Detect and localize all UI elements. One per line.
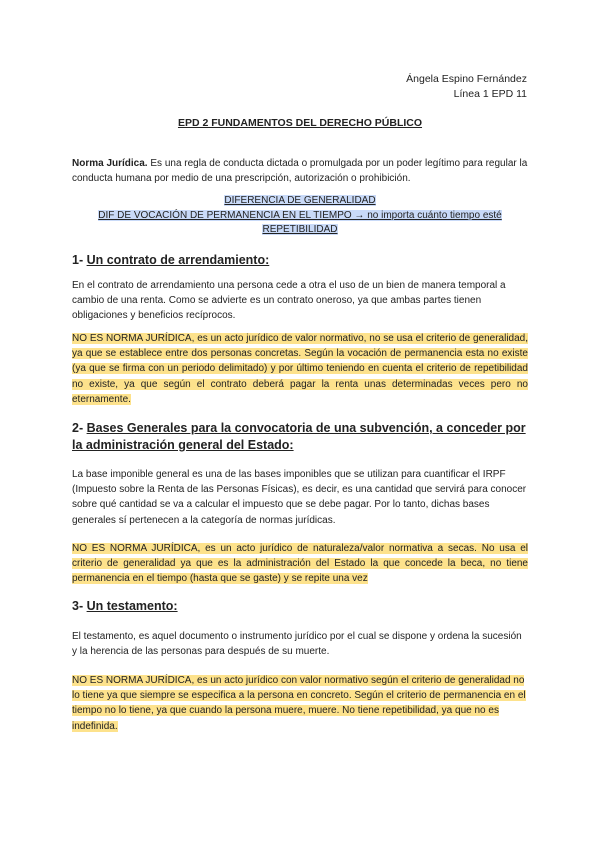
section-1-title: Un contrato de arrendamiento: (86, 253, 270, 267)
definition-paragraph (72, 156, 528, 186)
section-2-heading (72, 420, 532, 454)
section-3-analysis (72, 673, 528, 734)
section-3-number: 3- (72, 599, 87, 613)
author-group: Línea 1 EPD 11 (453, 88, 527, 100)
section-1-number: 1- (72, 253, 87, 267)
criteria-list (60, 194, 540, 238)
section-2-body: La base imponible general es una de las bases imponibles que se utilizan para cuantificar el IRPF (Impuesto sobre la Renta de las Personas Físicas), es decir, es una cantidad que servirá para conocer sobre qué cantidad se va a calcular el impuesto que se debe pagar. Por lo tanto, dichas bases generales sí pertenecen a la categoría de normas jurídicas. (72, 469, 527, 526)
section-1-heading (72, 252, 532, 269)
section-3-heading (72, 598, 532, 615)
section-2-analysis-text: NO ES NORMA JURÍDICA, es un acto jurídico de naturaleza/valor normativa a secas. No usa el criterio de generalidad ya que es la administración del Estado la que concede la beca, no tiene permanencia en el tiempo (hasta que se gaste) y se repite una vez (72, 543, 528, 585)
section-1-body: En el contrato de arrendamiento una persona cede a otra el uso de un bien de manera temporal a cambio de una renta. Como se advierte es un contrato oneroso, ya que ambas partes tienen obligaciones y beneficios recíprocos. (72, 280, 506, 322)
section-3-analysis-text: NO ES NORMA JURÍDICA, es un acto jurídico con valor normativo según el criterio de generalidad no lo tiene ya que siempre se especifica a la persona en concreto. Según el criterio de permanencia en el tiempo no lo tiene, ya que cuando la persona muere, muere. No tiene repetibilidad, ya que no es indefinida. (72, 675, 526, 732)
section-2-title: Bases Generales para la convocatoria de una subvención, a conceder por la administración general del Estado: (72, 421, 526, 452)
section-3-title: Un testamento: (86, 599, 178, 613)
document-title: EPD 2 FUNDAMENTOS DEL DERECHO PÚBLICO (177, 117, 423, 129)
criterion-generality: DIFERENCIA DE GENERALIDAD (224, 195, 376, 206)
section-3-body: El testamento, es aquel documento o instrumento jurídico por el cual se dispone y ordena la sucesión y la herencia de las personas para después de su muerte. (72, 631, 522, 658)
section-1-analysis (72, 331, 528, 407)
section-2-number: 2- (72, 421, 87, 435)
author-name: Ángela Espino Fernández (406, 73, 527, 85)
section-1-analysis-text: NO ES NORMA JURÍDICA, es un acto jurídico de valor normativo, no se usa el criterio de generalidad, ya que se establece entre dos personas concretas. Según la vocación de permanencia esta no existe (ya que se firma con un periodo delimitado) y por último teniendo en cuenta el criterio de repetibilidad no existe, ya que según el contrato deberá pagar la renta unas determinadas veces pero no eternamente. (72, 333, 528, 405)
author-block (406, 72, 527, 102)
section-2-analysis (72, 541, 528, 587)
definition-text: Es una regla de conducta dictada o promulgada por un poder legítimo para regular la conducta humana por medio de una prescripción, autorización o prohibición. (72, 158, 528, 185)
criterion-repeatability: REPETIBILIDAD (262, 224, 338, 235)
definition-term: Norma Jurídica. (72, 158, 148, 169)
criterion-permanence: DIF DE VOCACIÓN DE PERMANENCIA EN EL TIEMPO → no importa cuánto tiempo esté (98, 209, 502, 221)
